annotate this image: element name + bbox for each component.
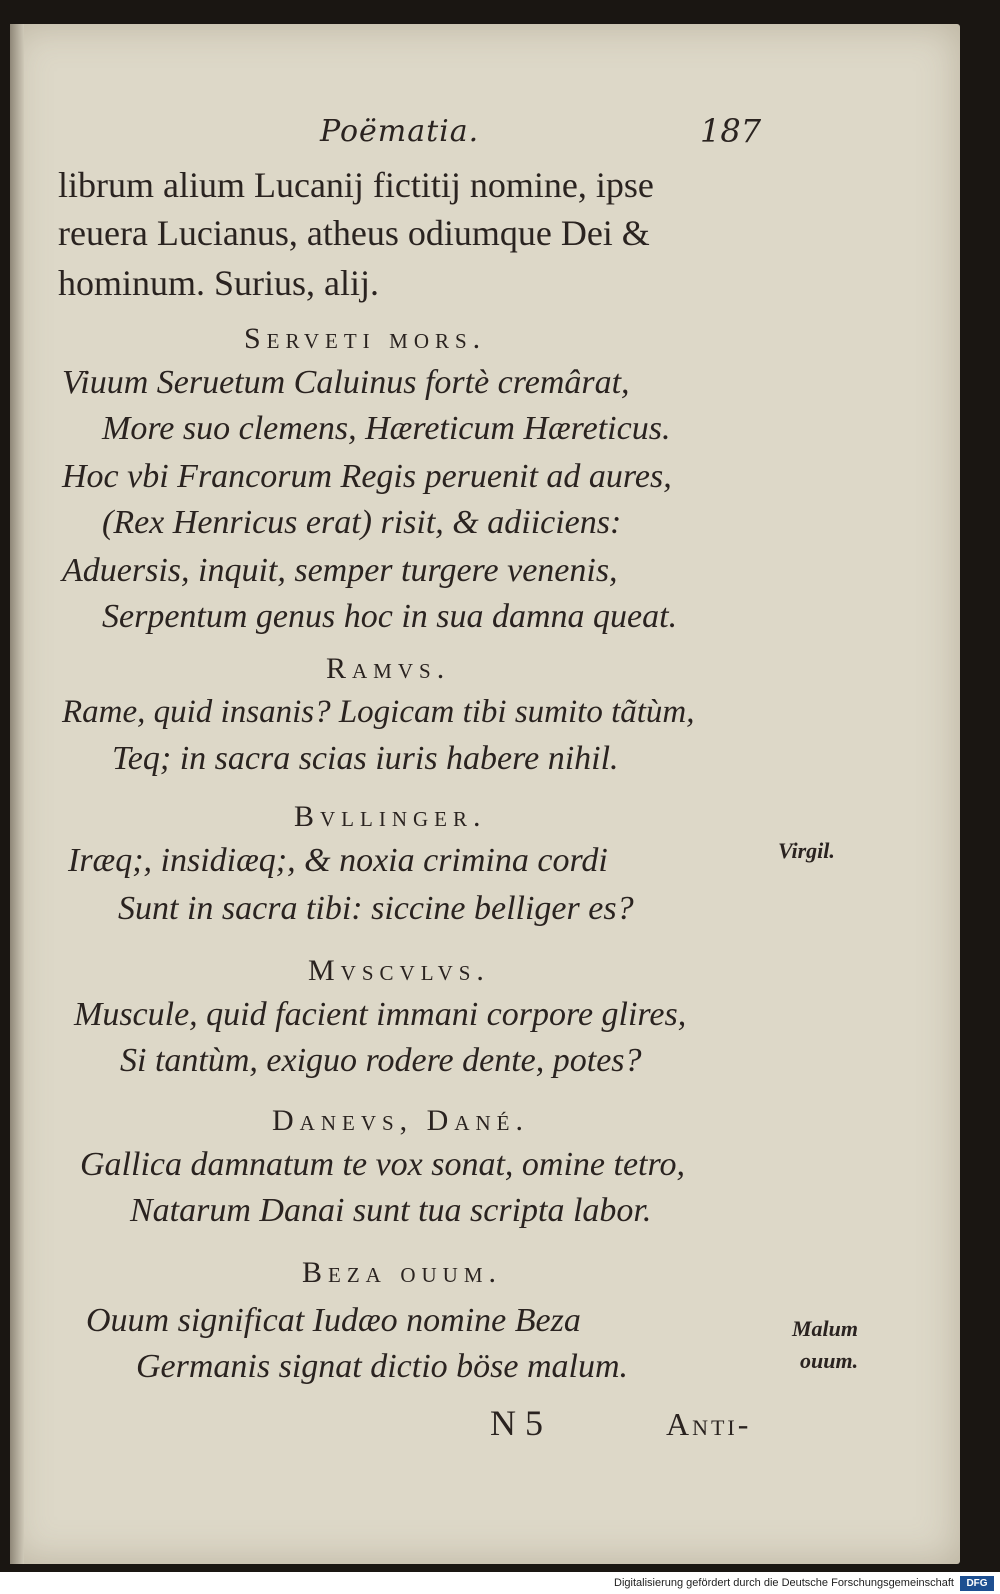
verse-line: Viuum Seruetum Caluinus fortè cremârat,	[62, 364, 630, 401]
verse-line: Serpentum genus hoc in sua damna queat.	[102, 598, 678, 635]
verse-line: Ouum significat Iudæo nomine Beza	[86, 1302, 581, 1339]
verse-line: More suo clemens, Hæreticum Hæreticus.	[102, 410, 671, 447]
catchword: Anti-	[666, 1406, 752, 1442]
verse-line: Sunt in sacra tibi: siccine belliger es?	[118, 890, 634, 927]
verse-line: Iræq;, insidiæq;, & noxia crimina cordi	[68, 842, 608, 879]
verse-line: Hoc vbi Francorum Regis peruenit ad aures,	[62, 458, 672, 495]
section-heading: Serveti mors.	[244, 322, 487, 355]
section-heading: Bvllinger.	[294, 800, 487, 833]
signature-mark: N 5	[490, 1403, 543, 1443]
verse-line: Gallica damnatum te vox sonat, omine tetro,	[80, 1146, 685, 1183]
verse-line: Muscule, quid facient immani corpore glires,	[74, 996, 687, 1033]
page-gutter	[10, 24, 24, 1564]
verse-line: Si tantùm, exiguo rodere dente, potes?	[120, 1042, 642, 1079]
section-heading: Mvscvlvs.	[308, 954, 490, 987]
verse-line: Teq; in sacra scias iuris habere nihil.	[112, 740, 619, 777]
running-head: Poëmatia.	[320, 114, 480, 149]
margin-note: Virgil.	[778, 838, 835, 863]
verse-line: Rame, quid insanis? Logicam tibi sumito tãtùm,	[62, 694, 695, 730]
book-page	[10, 24, 960, 1564]
section-heading: Beza ouum.	[302, 1256, 502, 1289]
verse-line: Germanis signat dictio böse malum.	[136, 1348, 629, 1385]
digitization-credit-bar	[0, 1574, 1000, 1594]
dfg-logo: DFG	[960, 1576, 994, 1591]
funding-credit: Digitalisierung gefördert durch die Deutsche Forschungsgemeinschaft	[614, 1577, 954, 1589]
verse-line: (Rex Henricus erat) risit, & adiiciens:	[102, 504, 622, 541]
page-number: 187	[700, 112, 762, 150]
margin-note: ouum.	[800, 1348, 859, 1373]
intro-line: hominum. Surius, alij.	[58, 263, 380, 303]
verse-line: Aduersis, inquit, semper turgere venenis,	[62, 552, 618, 589]
verse-line: Natarum Danai sunt tua scripta labor.	[130, 1192, 652, 1229]
section-heading: Danevs, Dané.	[272, 1104, 529, 1137]
intro-line: reuera Lucianus, atheus odiumque Dei &	[58, 213, 650, 253]
intro-line: librum alium Lucanij fictitij nomine, ipse	[58, 165, 654, 205]
margin-note: Malum	[792, 1316, 859, 1341]
section-heading: Ramvs.	[326, 652, 451, 685]
